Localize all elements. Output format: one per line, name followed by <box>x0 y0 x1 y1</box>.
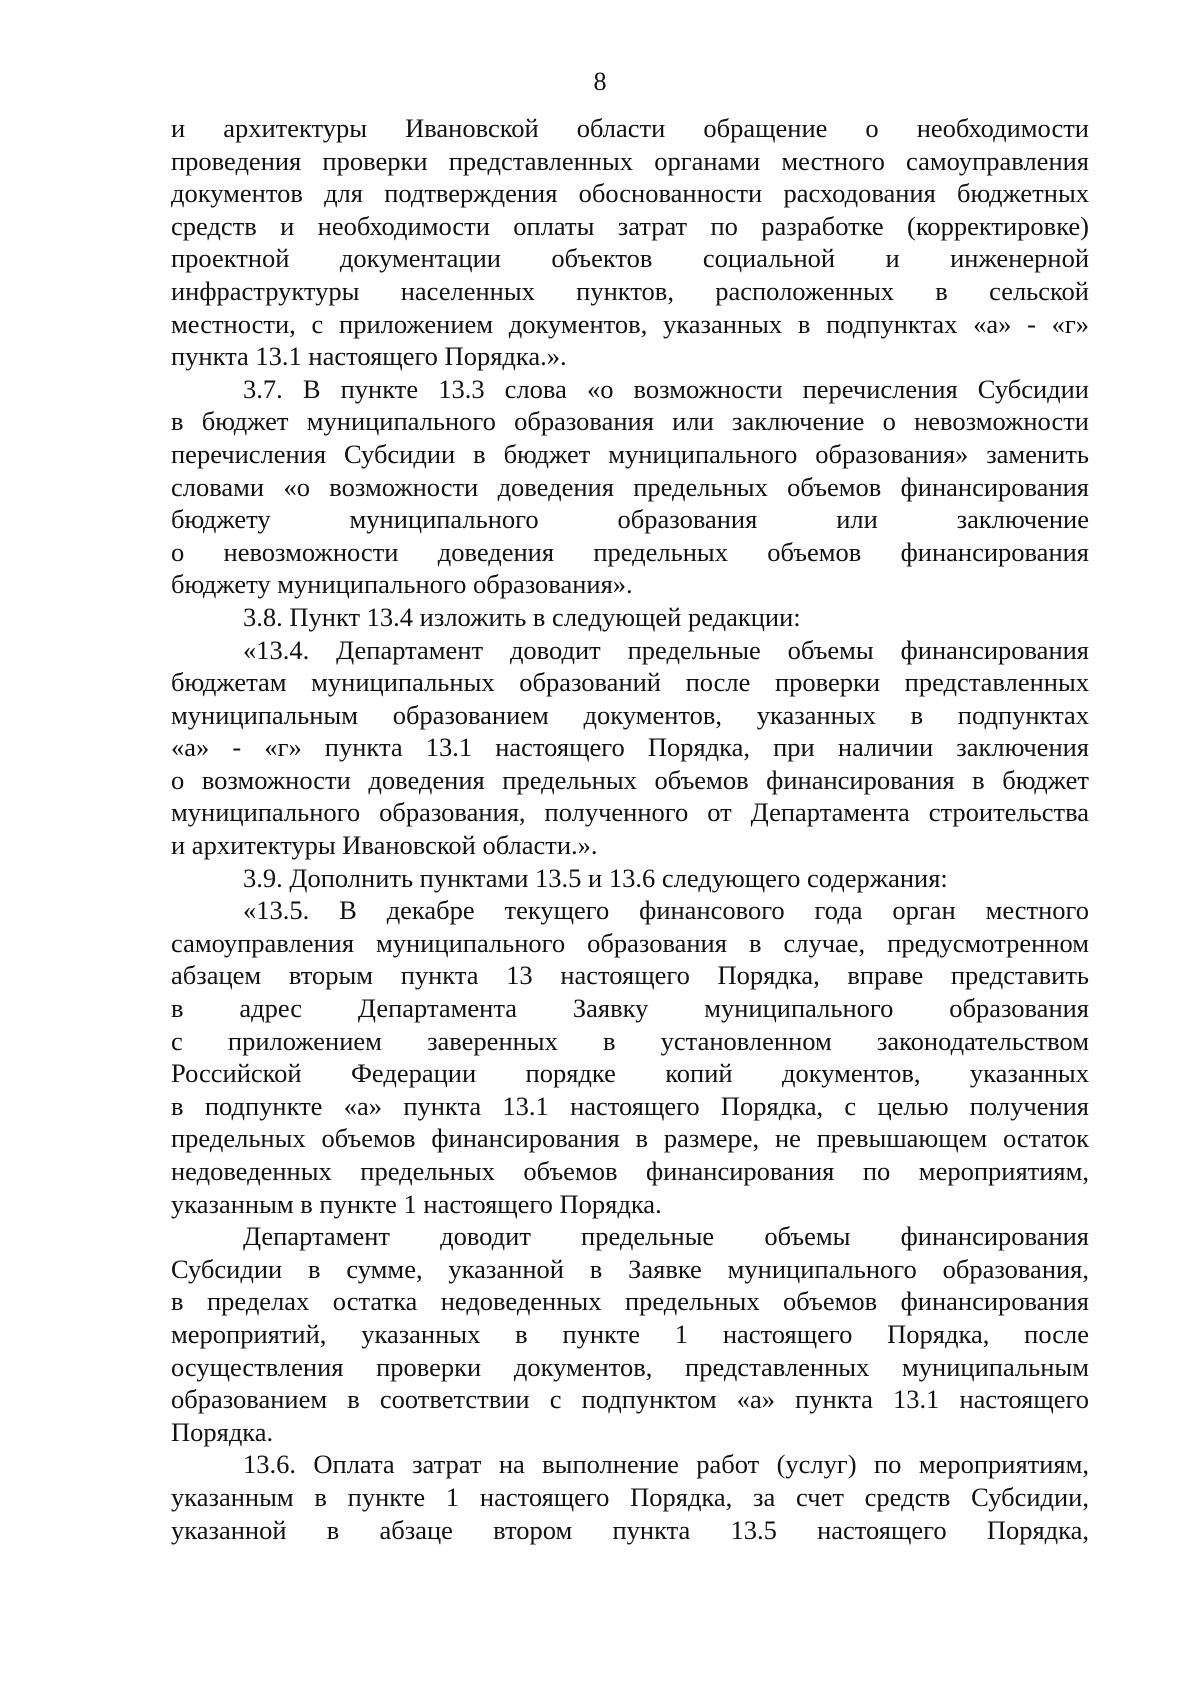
text-line: Российской Федерации порядке копий документов, указанных <box>171 1058 1089 1089</box>
text-line: 3.7. В пункте 13.3 слова «о возможности перечисления Субсидии <box>243 373 1089 404</box>
text-line: бюджету муниципального образования или заключение <box>171 504 1089 535</box>
text-line: проведения проверки представленных органами местного самоуправления <box>171 145 1089 176</box>
text-line: 3.8. Пункт 13.4 изложить в следующей редакции: <box>243 601 801 632</box>
text-line: абзацем вторым пункта 13 настоящего Порядка, вправе представить <box>171 960 1089 991</box>
text-line: «13.4. Департамент доводит предельные объемы финансирования <box>243 634 1089 665</box>
text-line: в адрес Департамента Заявку муниципального образования <box>171 993 1089 1024</box>
text-line: указанным в пункте 1 настоящего Порядка, за счет средств Субсидии, <box>171 1481 1089 1512</box>
text-line: образованием в соответствии с подпунктом «а» пункта 13.1 настоящего <box>171 1384 1089 1415</box>
text-line: местности, с приложением документов, указанных в подпунктах «а» - «г» <box>171 308 1089 339</box>
text-line: «а» - «г» пункта 13.1 настоящего Порядка, при наличии заключения <box>171 732 1089 763</box>
text-line: проектной документации объектов социальной и инженерной <box>171 243 1089 274</box>
text-line: бюджету муниципального образования». <box>171 569 633 600</box>
text-line: мероприятий, указанных в пункте 1 настоящего Порядка, после <box>171 1318 1089 1349</box>
text-line: 13.6. Оплата затрат на выполнение работ (услуг) по мероприятиям, <box>243 1449 1089 1480</box>
text-line: инфраструктуры населенных пунктов, расположенных в сельской <box>171 275 1089 306</box>
text-line: в подпункте «а» пункта 13.1 настоящего Порядка, с целью получения <box>171 1090 1089 1121</box>
text-line: недоведенных предельных объемов финансирования по мероприятиям, <box>171 1156 1089 1186</box>
text-line: с приложением заверенных в установленном законодательством <box>171 1025 1089 1056</box>
text-line: в пределах остатка недоведенных предельных объемов финансирования <box>171 1286 1089 1317</box>
text-line: осуществления проверки документов, представленных муниципальным <box>171 1351 1089 1382</box>
text-line: муниципальным образованием документов, указанных в подпунктах <box>171 699 1089 730</box>
page-number: 8 <box>593 67 607 96</box>
text-line: о возможности доведения предельных объемов финансирования в бюджет <box>171 764 1089 795</box>
text-line: о невозможности доведения предельных объемов финансирования <box>171 536 1089 567</box>
text-line: указанной в абзаце втором пункта 13.5 настоящего Порядка, <box>171 1514 1089 1545</box>
text-line: и архитектуры Ивановской области обращение о необходимости <box>171 113 1089 143</box>
text-line: бюджетам муниципальных образований после проверки представленных <box>171 667 1089 698</box>
text-line: самоуправления муниципального образования в случае, предусмотренном <box>171 927 1089 958</box>
text-line: документов для подтверждения обоснованности расходования бюджетных <box>171 178 1089 209</box>
text-line: муниципального образования, полученного от Департамента строительства <box>171 797 1089 828</box>
text-line: указанным в пункте 1 настоящего Порядка. <box>171 1188 662 1219</box>
text-line: пункта 13.1 настоящего Порядка.». <box>171 341 567 372</box>
text-line: словами «о возможности доведения предельных объемов финансирования <box>171 471 1089 502</box>
text-line: в бюджет муниципального образования или заключение о невозможности <box>171 406 1089 437</box>
document-body <box>171 112 1089 1546</box>
text-line: предельных объемов финансирования в размере, не превышающем остаток <box>171 1123 1089 1154</box>
text-line: Субсидии в сумме, указанной в Заявке муниципального образования, <box>171 1253 1089 1284</box>
text-line: Департамент доводит предельные объемы финансирования <box>243 1221 1089 1252</box>
text-line: и архитектуры Ивановской области.». <box>171 830 598 861</box>
text-line: Порядка. <box>171 1416 274 1447</box>
text-line: средств и необходимости оплаты затрат по разработке (корректировке) <box>171 210 1089 241</box>
text-line: «13.5. В декабре текущего финансового года орган местного <box>243 895 1089 926</box>
text-line: перечисления Субсидии в бюджет муниципального образования» заменить <box>171 438 1089 469</box>
text-line: 3.9. Дополнить пунктами 13.5 и 13.6 следующего содержания: <box>243 862 948 893</box>
